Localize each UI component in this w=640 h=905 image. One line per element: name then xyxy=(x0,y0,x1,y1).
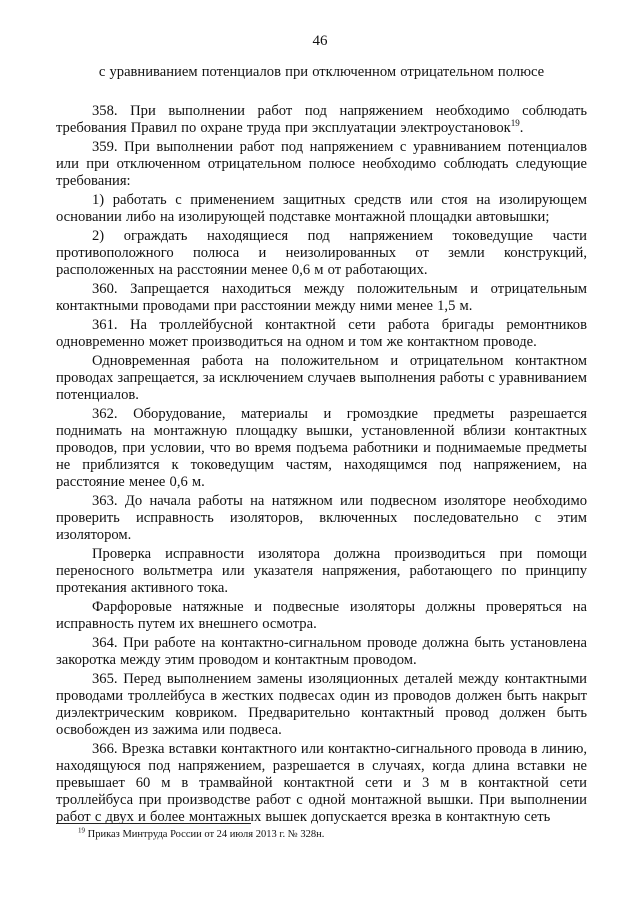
paragraph-358: 358. При выполнении работ под напряжением необходимо соблюдать требования Правил по охране труда при эксплуатации электроустановок$^{19}$. xyxy=(56,103,587,136)
page-number: 46 xyxy=(312,33,328,49)
paragraph-365: 365. Перед выполнением замены изоляционных деталей между контактными проводами троллейбуса в жестких подвесах один из проводов должен быть накрыт диэлектрическим ковриком. Предварительно контактный провод должен быть освобожден из зажима или подвеса. xyxy=(56,671,587,738)
footnote xyxy=(78,828,324,841)
paragraph-364: 364. При работе на контактно-сигнальном проводе должна быть установлена закоротка между этим проводом и контактным проводом. xyxy=(56,635,587,668)
paragraph-363: 363. До начала работы на натяжном или подвесном изоляторе необходимо проверить исправность изоляторов, включенных последовательно с этим изолятором. xyxy=(56,493,587,543)
footnote-text: Приказ Минтруда России от 24 июля 2013 г. № 328н. xyxy=(87,829,325,840)
paragraph-366: 366. Врезка вставки контактного или контактно-сигнального провода в линию, находящуюся под напряжением, разрешается в случаях, когда длина вставки не превышает 60 м в трамвайной контактной сети и 3 м в контактной сети троллейбуса при производстве работ с одной монтажной вышки. При выполнении работ с двух и более монтажных вышек допускается врезка в контактную сеть xyxy=(56,741,587,825)
paragraph-361: 361. На троллейбусной контактной сети работа бригады ремонтников одновременно может производиться на одном и том же контактном проводе. xyxy=(56,317,587,350)
document-body xyxy=(56,64,587,828)
paragraph-359-item-1: 1) работать с применением защитных средств или стоя на изолирующем основании либо на изолирующей подставке монтажной площадки автовышки; xyxy=(56,192,587,225)
footnote-reference: 19 xyxy=(510,118,520,129)
paragraph-363-check: Проверка исправности изолятора должна производиться при помощи переносного вольтметра или указателя напряжения, работающего по принципу протекания активного тока. xyxy=(56,546,587,596)
footnote-number: 19 xyxy=(78,826,85,835)
paragraph-362: 362. Оборудование, материалы и громоздкие предметы разрешается поднимать на монтажную площадку вышки, установленной вблизи контактных проводов, при условии, что во время подъема работники и поднимаемые предметы не приблизятся к токоведущим частям, находящимся под напряжением, на расстояние менее 0,6 м. xyxy=(56,406,587,490)
section-heading: с уравниванием потенциалов при отключенном отрицательном полюсе xyxy=(98,64,545,80)
paragraph-361-note: Одновременная работа на положительном и отрицательном контактном проводах запрещается, за исключением случаев выполнения работы с уравниванием потенциалов. xyxy=(56,353,587,403)
paragraph-359-item-2: 2) ограждать находящиеся под напряжением токоведущие части противоположного полюса и неизолированных от земли конструкций, расположенных на расстоянии менее 0,6 м от работающих. xyxy=(56,228,587,278)
paragraph-359: 359. При выполнении работ под напряжением с уравниванием потенциалов или при отключенном отрицательном полюсе необходимо соблюдать следующие требования: xyxy=(56,139,587,189)
paragraph-363-porcelain: Фарфоровые натяжные и подвесные изоляторы должны проверяться на исправность путем их внешнего осмотра. xyxy=(56,599,587,632)
paragraph-360: 360. Запрещается находиться между положительным и отрицательным контактными проводами при расстоянии между ними менее 1,5 м. xyxy=(56,281,587,314)
footnote-divider xyxy=(56,823,251,824)
